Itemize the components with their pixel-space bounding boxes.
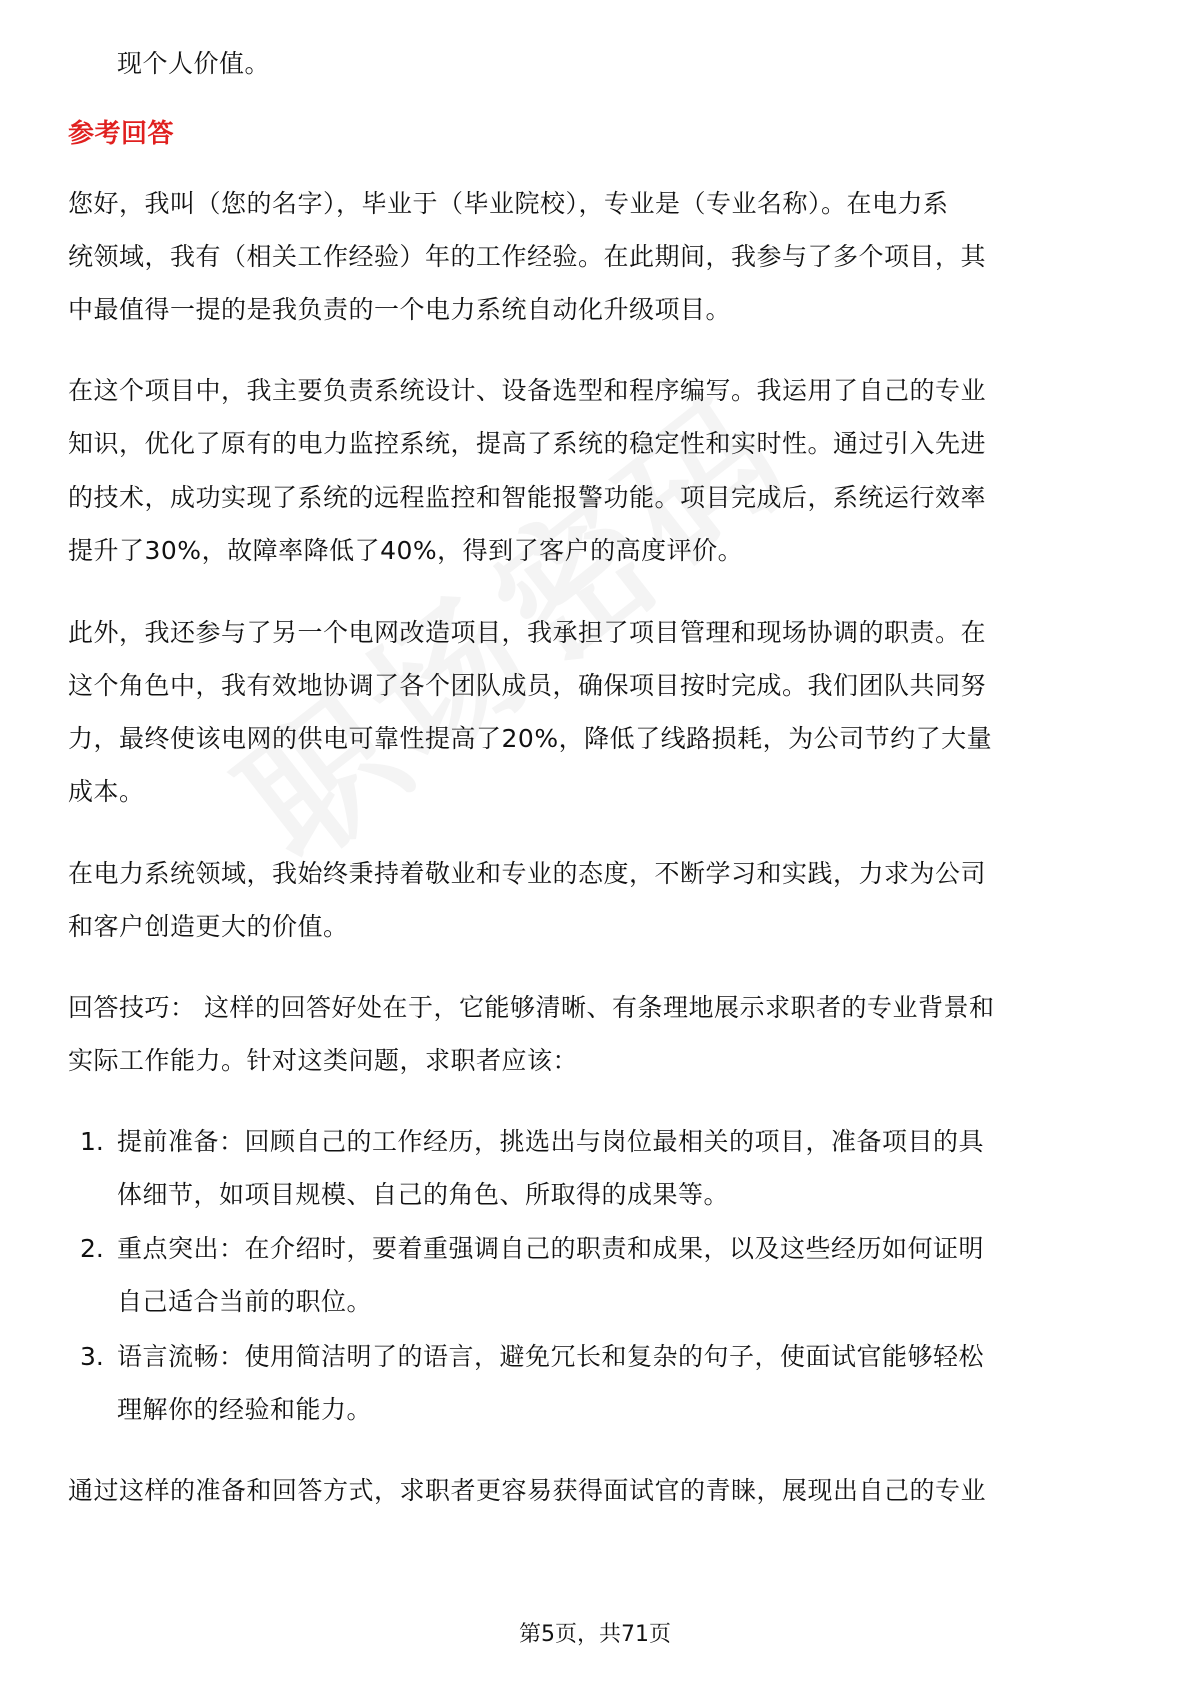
paragraph-4-line: 在电力系统领域，我始终秉持着敬业和专业的态度，不断学习和实践，力求为公司: [68, 859, 987, 888]
list-item-line: 理解你的经验和能力。: [117, 1395, 373, 1424]
paragraph-1-line: 您好，我叫（您的名字），毕业于（毕业院校），专业是（专业名称）。在电力系: [68, 189, 949, 218]
paragraph-4-line: 和客户创造更大的价值。: [68, 912, 349, 941]
list-item-line: 自己适合当前的职位。: [117, 1287, 373, 1316]
list-item-line: 提前准备：回顾自己的工作经历，挑选出与岗位最相关的项目，准备项目的具: [117, 1127, 985, 1156]
page-footer: 第5页，共71页: [519, 1622, 671, 1647]
list-item-number: 2.: [80, 1234, 104, 1263]
paragraph-3-line: 此外，我还参与了另一个电网改造项目，我承担了项目管理和现场协调的职责。在: [68, 618, 987, 647]
paragraph-3-line: 这个角色中，我有效地协调了各个团队成员，确保项目按时完成。我们团队共同努: [68, 671, 987, 700]
section-heading: 参考回答: [68, 119, 175, 149]
intro-tail-text: 现个人价值。: [117, 49, 271, 78]
paragraph-2-line: 提升了30%，故障率降低了40%，得到了客户的高度评价。: [68, 536, 744, 565]
list-item-number: 3.: [80, 1342, 104, 1371]
paragraph-3-line: 力，最终使该电网的供电可靠性提高了20%，降低了线路损耗，为公司节约了大量: [68, 724, 993, 753]
list-item-number: 1.: [80, 1127, 104, 1156]
paragraph-2-line: 在这个项目中，我主要负责系统设计、设备选型和程序编写。我运用了自己的专业: [68, 376, 987, 405]
list-item-line: 体细节，如项目规模、自己的角色、所取得的成果等。: [117, 1180, 730, 1209]
tips-line: 回答技巧： 这样的回答好处在于，它能够清晰、有条理地展示求职者的专业背景和: [68, 993, 995, 1022]
list-item-line: 语言流畅：使用简洁明了的语言，避免冗长和复杂的句子，使面试官能够轻松: [117, 1342, 985, 1371]
closing-line: 通过这样的准备和回答方式，求职者更容易获得面试官的青睐，展现出自己的专业: [68, 1476, 987, 1505]
list-item-line: 重点突出：在介绍时，要着重强调自己的职责和成果，以及这些经历如何证明: [117, 1234, 985, 1263]
paragraph-2-line: 知识，优化了原有的电力监控系统，提高了系统的稳定性和实时性。通过引入先进: [68, 429, 987, 458]
paragraph-3-line: 成本。: [68, 777, 145, 806]
tips-line: 实际工作能力。针对这类问题，求职者应该：: [68, 1046, 579, 1075]
paragraph-1-line: 统领域，我有（相关工作经验）年的工作经验。在此期间，我参与了多个项目，其: [68, 242, 987, 271]
paragraph-1-line: 中最值得一提的是我负责的一个电力系统自动化升级项目。: [68, 295, 732, 324]
paragraph-2-line: 的技术，成功实现了系统的远程监控和智能报警功能。项目完成后，系统运行效率: [68, 483, 987, 512]
